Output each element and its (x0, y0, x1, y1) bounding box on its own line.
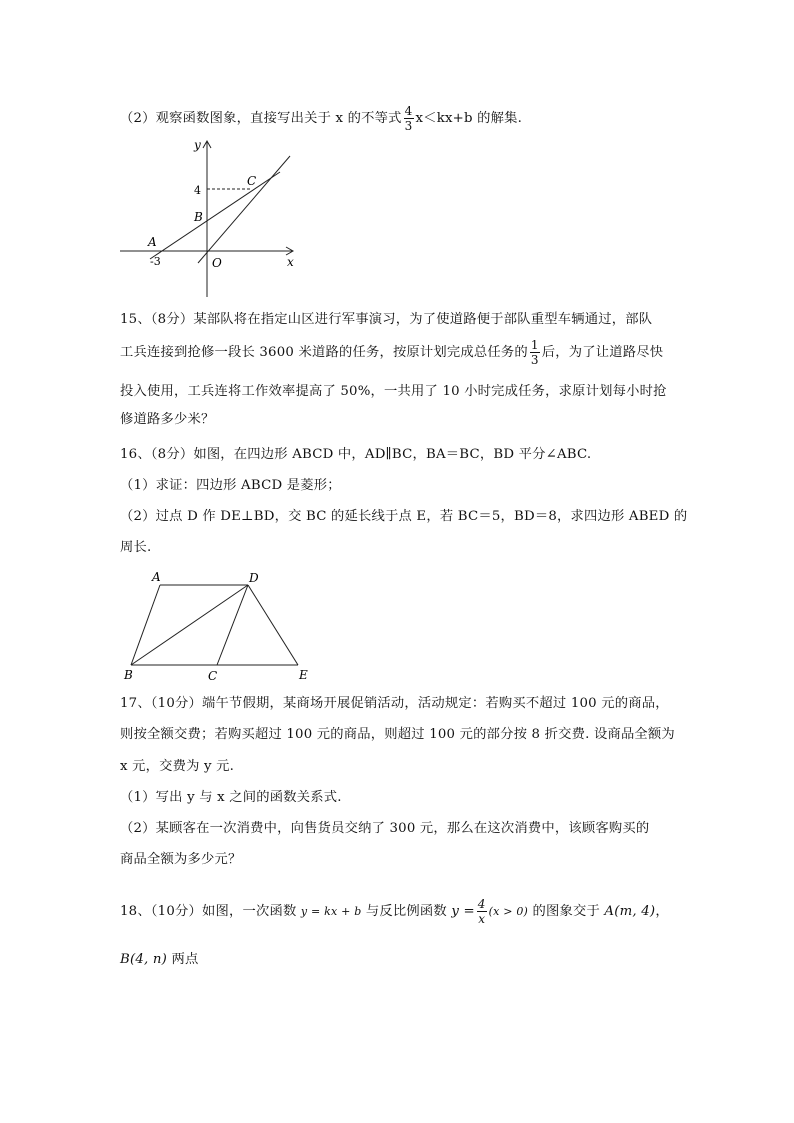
q18-mid: 与反比例函数 (365, 904, 447, 919)
q15-line4: 修道路多少米？ (120, 412, 215, 427)
q16-line1: 16、（8分）如图，在四边形 ABCD 中，AD∥BC，BA＝BC，BD 平分∠ABC. (120, 447, 592, 462)
q17-line6: 商品全额为多少元？ (120, 852, 242, 867)
q18-line2 (120, 950, 198, 970)
fraction-1-3: $\frac{1}{3}$ (530, 338, 539, 367)
line-kx-plus-b (150, 172, 280, 259)
q15-line2-post: 后，为了让道路尽快 (541, 345, 664, 360)
point-label-A: A (148, 235, 157, 249)
point-label-C: C (247, 174, 257, 188)
q17-line2: 则按全额交费；若购买超过 100 元的商品，则超过 100 元的部分按 8 折交费. 设商品全额为 (120, 727, 675, 742)
q16-line4: 周长. (120, 540, 152, 555)
q15-line1: 15、（8分）某部队将在指定山区进行军事演习，为了使道路便于部队重型车辆通过，部队 (120, 312, 653, 327)
q15-line3: 投入使用，工兵连将工作效率提高了 50%，一共用了 10 小时完成任务，求原计划每小时抢 (120, 384, 667, 399)
q17-line4: （1）写出 y 与 x 之间的函数关系式. (120, 790, 342, 805)
q14-part2-prefix: （2）观察函数图象，直接写出关于 x 的不等式 (120, 111, 402, 126)
point-label-B: B (194, 210, 203, 224)
vertex-label-C: C (208, 669, 218, 683)
q15-line2-pre: 工兵连接到抢修一段长 3600 米道路的任务，按原计划完成总任务的 (120, 345, 528, 360)
quadrilateral-figure (118, 566, 328, 684)
q18-pre: 18、（10分）如图，一次函数 (120, 904, 297, 919)
q18-eq-inverse-lhs: y = (451, 904, 475, 919)
q16-line3: （2）过点 D 作 DE⊥BD，交 BC 的延长线于点 E，若 BC＝5，BD＝8，求四边形 ABED 的 (120, 509, 688, 524)
q17-line5: （2）某顾客在一次消费中，向售货员交纳了 300 元，那么在这次消费中，该顾客购买的 (120, 821, 650, 836)
line-4-3x (198, 156, 290, 263)
q17-line3: x 元，交费为 y 元. (120, 759, 235, 774)
y-axis-label: y (194, 138, 201, 152)
origin-label: O (212, 256, 222, 270)
q18-line1 (120, 897, 669, 926)
segment-BD (131, 585, 248, 665)
q18-end: 两点 (171, 952, 199, 967)
q15-line2 (120, 338, 663, 367)
vertex-label-D: D (249, 571, 259, 585)
q17-line1: 17、（10分）端午节假期，某商场开展促销活动，活动规定：若购买不超过 100 元的商品， (120, 696, 669, 711)
q18-post: 的图象交于 (532, 904, 600, 919)
q18-eq-linear: y = kx + b (300, 905, 362, 918)
q18-condition: (x > 0) (488, 905, 529, 918)
fraction-4-x: $\frac{4}{x}$ (477, 897, 486, 926)
segment-CD (217, 585, 248, 665)
q18-comma: ， (655, 904, 669, 919)
segment-DE (248, 585, 298, 665)
q18-point-A: A(m, 4) (604, 904, 656, 919)
segment-AB (131, 585, 160, 665)
function-graph-1 (110, 135, 310, 305)
x-axis-label: x (287, 255, 294, 269)
q14-part2-suffix: x＜kx+b 的解集. (415, 111, 523, 126)
vertex-label-B: B (124, 668, 133, 682)
q18-point-B: B(4, n) (120, 952, 168, 967)
tick-label-neg3: -3 (150, 255, 161, 268)
vertex-label-E: E (299, 668, 308, 682)
q14-part2-line (120, 104, 522, 133)
vertex-label-A: A (152, 570, 161, 584)
fraction-4-3: $\frac{4}{3}$ (404, 104, 413, 133)
q16-line2: （1）求证：四边形 ABCD 是菱形； (120, 478, 341, 493)
tick-label-4: 4 (194, 184, 201, 197)
